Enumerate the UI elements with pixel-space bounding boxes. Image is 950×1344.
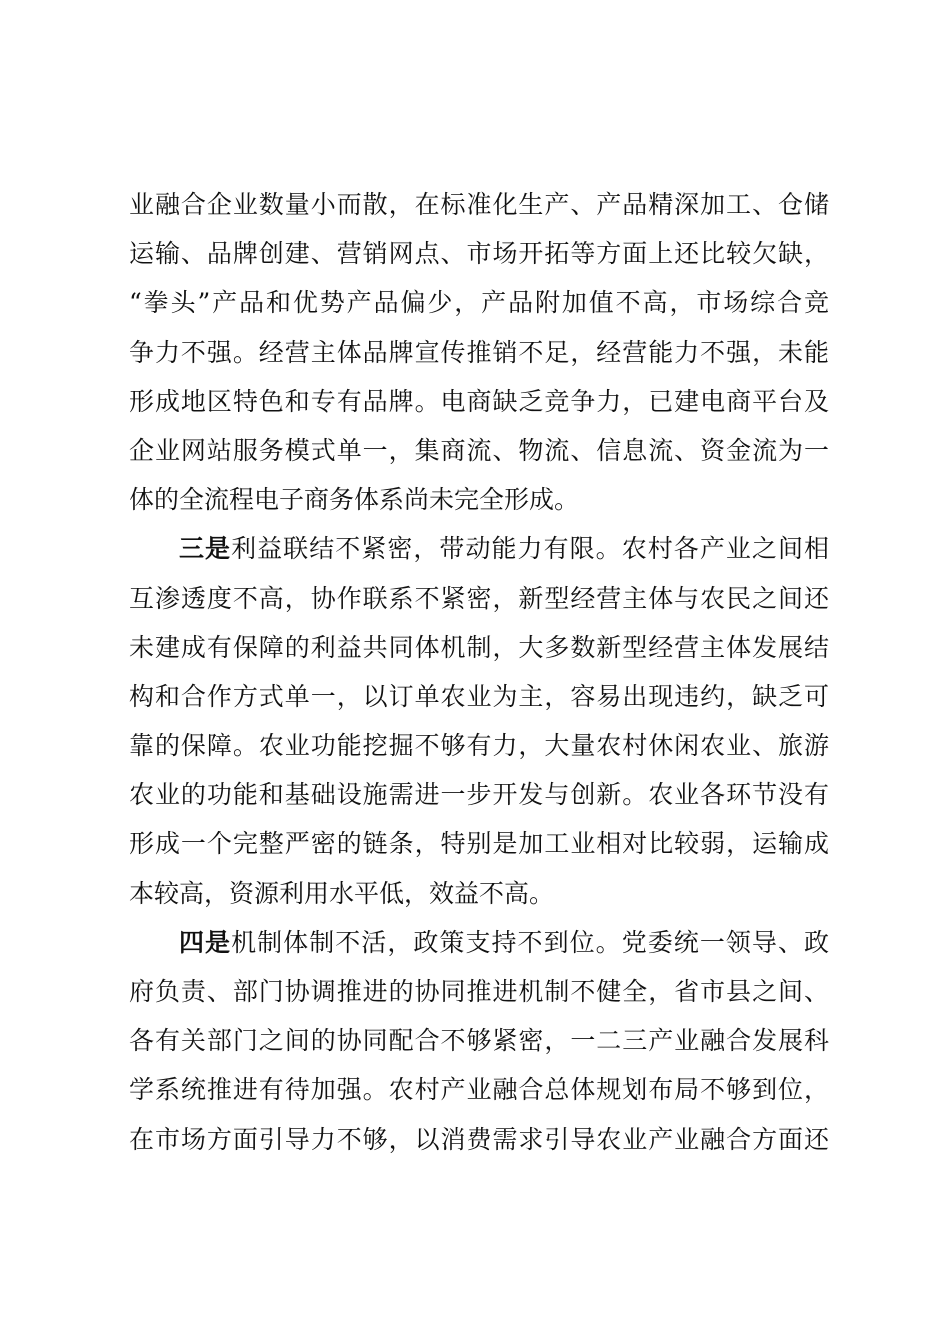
text-line: 未建成有保障的利益共同体机制，大多数新型经营主体发展结 [129,632,829,662]
text-line: 靠的保障。农业功能挖掘不够有力，大量农村休闲农业、旅游 [129,731,829,761]
paragraph-lead: 三是 [179,534,232,564]
text-line: 形成一个完整严密的链条，特别是加工业相对比较弱，运输成 [129,829,829,859]
paragraph-first-line [129,918,829,967]
text-line: 体的全流程电子商务体系尚未完全形成。 [129,485,580,515]
text-line: 各有关部门之间的协同配合不够紧密，一二三产业融合发展科 [129,1026,829,1056]
text-line: 学系统推进有待加强。农村产业融合总体规划布局不够到位， [129,1075,829,1105]
paragraph-first-line [129,524,829,573]
text-line: “拳头”产品和优势产品偏少，产品附加值不高，市场综合竞 [129,288,829,318]
text-line: 业融合企业数量小而散，在标准化生产、产品精深加工、仓储 [129,190,829,219]
text-line: 本较高，资源利用水平低，效益不高。 [129,878,555,908]
text-line: 府负责、部门协调推进的协同推进机制不健全，省市县之间、 [129,977,829,1006]
text-line: 争力不强。经营主体品牌宣传推销不足，经营能力不强，未能 [129,337,829,367]
text-line: 运输、品牌创建、营销网点、市场开拓等方面上还比较欠缺， [129,239,829,269]
text-line: 企业网站服务模式单一，集商流、物流、信息流、资金流为一 [129,435,829,465]
text-line: 农业的功能和基础设施需进一步开发与创新。农业各环节没有 [129,780,829,810]
document-body [129,180,829,1164]
paragraph-lead: 四是 [179,927,232,957]
text-line: 在市场方面引导力不够，以消费需求引导农业产业融合方面还 [129,1124,829,1154]
paragraph-first-line-text: 机制体制不活，政策支持不到位。党委统一领导、政 [231,927,829,957]
text-line: 构和合作方式单一，以订单农业为主，容易出现违约，缺乏可 [129,681,829,711]
text-line: 形成地区特色和专有品牌。电商缺乏竞争力，已建电商平台及 [129,386,829,416]
text-line: 互渗透度不高，协作联系不紧密，新型经营主体与农民之间还 [129,583,829,613]
paragraph-first-line-text: 利益联结不紧密，带动能力有限。农村各产业之间相 [231,534,829,564]
